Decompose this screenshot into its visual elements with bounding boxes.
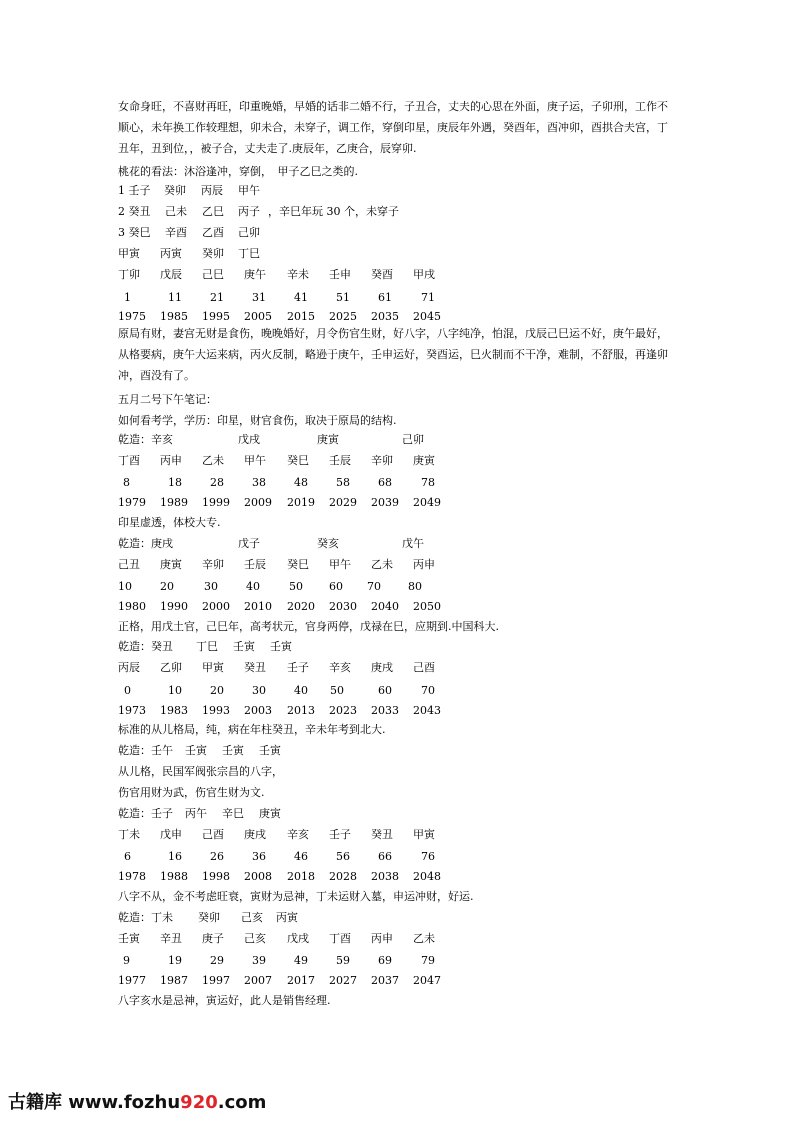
luck-age: 16 bbox=[168, 850, 182, 863]
luck-pillar: 辛亥 bbox=[329, 661, 351, 674]
pillar-text: 甲午 bbox=[238, 184, 260, 197]
pillar-text: 乙酉 bbox=[202, 226, 224, 239]
luck-age: 10 bbox=[168, 684, 182, 697]
luck-year: 2018 bbox=[287, 870, 315, 883]
luck-pillar: 癸巳 bbox=[287, 454, 309, 467]
luck-pillar: 癸丑 bbox=[371, 828, 393, 841]
luck-pillar: 己酉 bbox=[413, 661, 435, 674]
luck-year: 2039 bbox=[371, 496, 399, 509]
luck-age: 26 bbox=[210, 850, 224, 863]
luck-pillar: 甲寅 bbox=[202, 661, 224, 674]
luck-year: 2003 bbox=[244, 704, 272, 717]
luck-pillar: 戊戌 bbox=[287, 932, 309, 945]
case-note: 标准的从儿格局，纯，病在年柱癸丑，辛未年考到北大. bbox=[118, 723, 386, 736]
luck-year: 1988 bbox=[160, 870, 188, 883]
luck-pillar: 癸巳 bbox=[287, 558, 309, 571]
luck-age: 76 bbox=[421, 850, 435, 863]
luck-age: 70 bbox=[367, 580, 381, 593]
luck-pillar: 庚子 bbox=[202, 932, 224, 945]
luck-year: 1999 bbox=[202, 496, 230, 509]
chart-text: 戊午 bbox=[402, 537, 424, 550]
luck-year: 2007 bbox=[244, 974, 272, 987]
luck-year: 2013 bbox=[287, 704, 315, 717]
site-watermark bbox=[8, 1088, 266, 1114]
chart-text: 乾造：壬午 bbox=[118, 744, 173, 757]
luck-year: 1985 bbox=[160, 310, 188, 323]
luck-year: 2048 bbox=[413, 870, 441, 883]
luck-age: 21 bbox=[210, 291, 224, 304]
luck-pillar: 壬申 bbox=[329, 268, 351, 281]
luck-year: 2043 bbox=[413, 704, 441, 717]
luck-pillar: 丁酉 bbox=[329, 932, 351, 945]
luck-age: 20 bbox=[210, 684, 224, 697]
pillar-text: 己卯 bbox=[238, 226, 260, 239]
luck-pillar: 辛卯 bbox=[202, 558, 224, 571]
luck-year: 2038 bbox=[371, 870, 399, 883]
luck-pillar: 辛亥 bbox=[287, 828, 309, 841]
luck-age: 78 bbox=[421, 476, 435, 489]
luck-age: 40 bbox=[294, 684, 308, 697]
paragraph-exam-study: 如何看考学，学历：印星，财官食伤，取决于原局的结构. bbox=[118, 414, 397, 427]
case-note: 伤官用财为武，伤官生财为文. bbox=[118, 786, 265, 799]
luck-year: 2015 bbox=[287, 310, 315, 323]
luck-age: 1 bbox=[124, 291, 131, 304]
luck-pillar: 癸丑 bbox=[244, 661, 266, 674]
case-note: 从儿格，民国军阀张宗昌的八字， bbox=[118, 765, 283, 778]
luck-year: 1995 bbox=[202, 310, 230, 323]
luck-year: 2023 bbox=[329, 704, 357, 717]
paragraph-peach-blossom: 桃花的看法：沐浴逢冲，穿倒， 甲子乙巳之类的. bbox=[118, 165, 358, 178]
luck-age: 50 bbox=[330, 684, 344, 697]
luck-pillar: 丙申 bbox=[413, 558, 435, 571]
pillar-text: 乙巳 bbox=[202, 205, 224, 218]
luck-year: 2045 bbox=[413, 310, 441, 323]
chart-text: 壬寅 bbox=[185, 744, 207, 757]
luck-year: 2000 bbox=[202, 600, 230, 613]
luck-pillar: 戊辰 bbox=[160, 268, 182, 281]
luck-age: 50 bbox=[289, 580, 303, 593]
luck-age: 20 bbox=[160, 580, 174, 593]
chart-text: 乾造：丁未 bbox=[118, 911, 173, 924]
luck-pillar: 丁酉 bbox=[118, 454, 140, 467]
pillar-text: 甲寅 bbox=[118, 247, 140, 260]
chart-text: 癸卯 bbox=[198, 911, 220, 924]
chart-text: 己卯 bbox=[402, 433, 424, 446]
luck-year: 2010 bbox=[244, 600, 272, 613]
luck-year: 2028 bbox=[329, 870, 357, 883]
chart-text: 庚寅 bbox=[317, 433, 339, 446]
pillar-text: 1 壬子 bbox=[118, 184, 151, 197]
luck-year: 2009 bbox=[244, 496, 272, 509]
luck-year: 1990 bbox=[160, 600, 188, 613]
luck-age: 58 bbox=[336, 476, 350, 489]
luck-age: 60 bbox=[329, 580, 343, 593]
luck-age: 38 bbox=[252, 476, 266, 489]
pillar-text: 辛酉 bbox=[165, 226, 187, 239]
luck-year: 2037 bbox=[371, 974, 399, 987]
luck-pillar: 庚寅 bbox=[413, 454, 435, 467]
luck-year: 1998 bbox=[202, 870, 230, 883]
luck-year: 1980 bbox=[118, 600, 146, 613]
luck-age: 0 bbox=[124, 684, 131, 697]
pillar-text: 2 癸丑 bbox=[118, 205, 151, 218]
luck-year: 1979 bbox=[118, 496, 146, 509]
luck-year: 2050 bbox=[413, 600, 441, 613]
luck-age: 39 bbox=[252, 954, 266, 967]
chart-text: 戊子 bbox=[238, 537, 260, 550]
pillar-text: 丙辰 bbox=[201, 184, 223, 197]
luck-pillar: 甲午 bbox=[244, 454, 266, 467]
chart-text: 乾造：庚戌 bbox=[118, 537, 173, 550]
luck-year: 1975 bbox=[118, 310, 146, 323]
luck-age: 46 bbox=[294, 850, 308, 863]
pillar-text: 3 癸巳 bbox=[118, 226, 151, 239]
paragraph-marriage: 女命身旺，不喜财再旺，印重晚婚，早婚的话非二婚不行，子丑合，丈夫的心思在外面，庚子运，子卯刑，工作不顺心，未年换工作较理想，卯未合，未穿子，调工作，穿倒印星，庚辰年外遇，癸酉年，酉冲卯，酉拱合夫宫，丁丑年，丑到位，，被子合，丈夫走了.庚辰年，乙庚合，辰穿卯. bbox=[118, 100, 668, 155]
luck-pillar: 己酉 bbox=[202, 828, 224, 841]
luck-year: 1977 bbox=[118, 974, 146, 987]
luck-year: 1989 bbox=[160, 496, 188, 509]
pillar-text: 丁巳 bbox=[238, 247, 260, 260]
luck-pillar: 辛丑 bbox=[160, 932, 182, 945]
luck-pillar: 丙辰 bbox=[118, 661, 140, 674]
case-note: 八字不从，金不考虑旺衰，寅财为忌神，丁未运财入墓，申运冲财，好运. bbox=[118, 890, 474, 903]
luck-age: 60 bbox=[378, 684, 392, 697]
luck-year: 2040 bbox=[371, 600, 399, 613]
luck-age: 11 bbox=[168, 291, 182, 304]
luck-pillar: 辛卯 bbox=[371, 454, 393, 467]
pillar-text: 己未 bbox=[165, 205, 187, 218]
luck-age: 80 bbox=[408, 580, 422, 593]
luck-year: 1978 bbox=[118, 870, 146, 883]
luck-age: 56 bbox=[336, 850, 350, 863]
chart-text: 壬寅 bbox=[259, 744, 281, 757]
luck-year: 2020 bbox=[287, 600, 315, 613]
chart-text: 己亥 bbox=[241, 911, 263, 924]
chart-text: 辛巳 bbox=[222, 807, 244, 820]
luck-pillar: 壬子 bbox=[287, 661, 309, 674]
luck-pillar: 丙申 bbox=[160, 454, 182, 467]
chart-text: 乾造：癸丑 bbox=[118, 640, 173, 653]
pillar-text: 癸卯 bbox=[164, 184, 186, 197]
luck-year: 2008 bbox=[244, 870, 272, 883]
luck-pillar: 戊申 bbox=[160, 828, 182, 841]
luck-age: 70 bbox=[421, 684, 435, 697]
luck-pillar: 己巳 bbox=[202, 268, 224, 281]
case-note: 印星虚透，体校大专. bbox=[118, 516, 221, 529]
luck-age: 51 bbox=[336, 291, 350, 304]
luck-age: 10 bbox=[118, 580, 132, 593]
chart-text: 癸亥 bbox=[317, 537, 339, 550]
luck-age: 71 bbox=[421, 291, 435, 304]
luck-year: 2030 bbox=[329, 600, 357, 613]
luck-pillar: 己丑 bbox=[118, 558, 140, 571]
luck-pillar: 庚戌 bbox=[244, 828, 266, 841]
luck-year: 2027 bbox=[329, 974, 357, 987]
luck-pillar: 乙未 bbox=[413, 932, 435, 945]
luck-year: 2005 bbox=[244, 310, 272, 323]
luck-age: 49 bbox=[294, 954, 308, 967]
chart-text: 丙寅 bbox=[276, 911, 298, 924]
luck-year: 2035 bbox=[371, 310, 399, 323]
luck-year: 2017 bbox=[287, 974, 315, 987]
pillar-text: 丙子 bbox=[238, 205, 260, 218]
paragraph-analysis: 原局有财，妻宫无财是食伤，晚晚婚好，月令伤官生财，好八字，八字纯净，怕混，戊辰己巳运不好，庚午最好，从格要病，庚午大运来病，丙火反制，略逊于庚午，壬申运好，癸酉运，巳火制而不干净，难制，不舒服，再逢卯冲，酉没有了。 bbox=[118, 327, 668, 382]
luck-pillar: 丁卯 bbox=[118, 268, 140, 281]
luck-age: 29 bbox=[210, 954, 224, 967]
luck-age: 41 bbox=[294, 291, 308, 304]
case-note: 八字亥水是忌神，寅运好，此人是销售经理. bbox=[118, 994, 331, 1007]
luck-year: 1987 bbox=[160, 974, 188, 987]
chart-text: 丁巳 bbox=[196, 640, 218, 653]
luck-pillar: 壬辰 bbox=[329, 454, 351, 467]
luck-pillar: 乙未 bbox=[371, 558, 393, 571]
luck-pillar: 丁未 bbox=[118, 828, 140, 841]
luck-pillar: 己亥 bbox=[244, 932, 266, 945]
luck-year: 2033 bbox=[371, 704, 399, 717]
luck-year: 2025 bbox=[329, 310, 357, 323]
luck-age: 36 bbox=[252, 850, 266, 863]
luck-pillar: 乙未 bbox=[202, 454, 224, 467]
luck-pillar: 壬辰 bbox=[244, 558, 266, 571]
luck-age: 68 bbox=[378, 476, 392, 489]
luck-age: 18 bbox=[168, 476, 182, 489]
luck-year: 1983 bbox=[160, 704, 188, 717]
pillar-text: 癸卯 bbox=[202, 247, 224, 260]
luck-age: 31 bbox=[252, 291, 266, 304]
chart-text: 庚寅 bbox=[259, 807, 281, 820]
luck-age: 66 bbox=[378, 850, 392, 863]
luck-age: 61 bbox=[378, 291, 392, 304]
luck-year: 2049 bbox=[413, 496, 441, 509]
chart-text: 乾造：辛亥 bbox=[118, 433, 173, 446]
luck-pillar: 庚寅 bbox=[160, 558, 182, 571]
paragraph-notes-heading: 五月二号下午笔记： bbox=[118, 393, 217, 406]
luck-year: 1993 bbox=[202, 704, 230, 717]
luck-age: 79 bbox=[421, 954, 435, 967]
luck-year: 2029 bbox=[329, 496, 357, 509]
luck-pillar: 甲寅 bbox=[413, 828, 435, 841]
luck-age: 9 bbox=[123, 954, 130, 967]
luck-age: 8 bbox=[123, 476, 130, 489]
luck-age: 48 bbox=[294, 476, 308, 489]
watermark-url-b: 920 bbox=[180, 1092, 218, 1113]
chart-text: 壬寅 bbox=[270, 640, 292, 653]
chart-note: ，辛巳年玩 30 个，未穿子 bbox=[268, 205, 399, 218]
chart-text: 乾造：壬子 bbox=[118, 807, 173, 820]
watermark-brand: 古籍库 bbox=[8, 1092, 62, 1113]
watermark-url-c: .com bbox=[217, 1092, 267, 1113]
luck-pillar: 癸酉 bbox=[371, 268, 393, 281]
chart-text: 壬寅 bbox=[233, 640, 255, 653]
luck-pillar: 甲午 bbox=[329, 558, 351, 571]
watermark-url-a: www.fozhu bbox=[68, 1092, 181, 1113]
luck-pillar: 庚戌 bbox=[371, 661, 393, 674]
luck-year: 2047 bbox=[413, 974, 441, 987]
case-note: 正格，用戊土官，己巳年，高考状元，官身两停，戊禄在巳，应期到.中国科大. bbox=[118, 620, 499, 633]
luck-year: 1997 bbox=[202, 974, 230, 987]
chart-text: 丙午 bbox=[185, 807, 207, 820]
pillar-text: 丙寅 bbox=[160, 247, 182, 260]
chart-text: 戊戌 bbox=[238, 433, 260, 446]
chart-text: 壬寅 bbox=[222, 744, 244, 757]
luck-pillar: 庚午 bbox=[244, 268, 266, 281]
luck-age: 69 bbox=[378, 954, 392, 967]
luck-age: 30 bbox=[252, 684, 266, 697]
luck-age: 28 bbox=[210, 476, 224, 489]
luck-year: 1973 bbox=[118, 704, 146, 717]
luck-year: 2019 bbox=[287, 496, 315, 509]
luck-age: 40 bbox=[246, 580, 260, 593]
luck-pillar: 乙卯 bbox=[160, 661, 182, 674]
luck-pillar: 甲戌 bbox=[413, 268, 435, 281]
luck-pillar: 丙申 bbox=[371, 932, 393, 945]
luck-pillar: 壬子 bbox=[329, 828, 351, 841]
luck-age: 6 bbox=[124, 850, 131, 863]
luck-age: 30 bbox=[204, 580, 218, 593]
luck-pillar: 辛未 bbox=[287, 268, 309, 281]
luck-pillar: 壬寅 bbox=[118, 932, 140, 945]
luck-age: 19 bbox=[168, 954, 182, 967]
luck-age: 59 bbox=[336, 954, 350, 967]
